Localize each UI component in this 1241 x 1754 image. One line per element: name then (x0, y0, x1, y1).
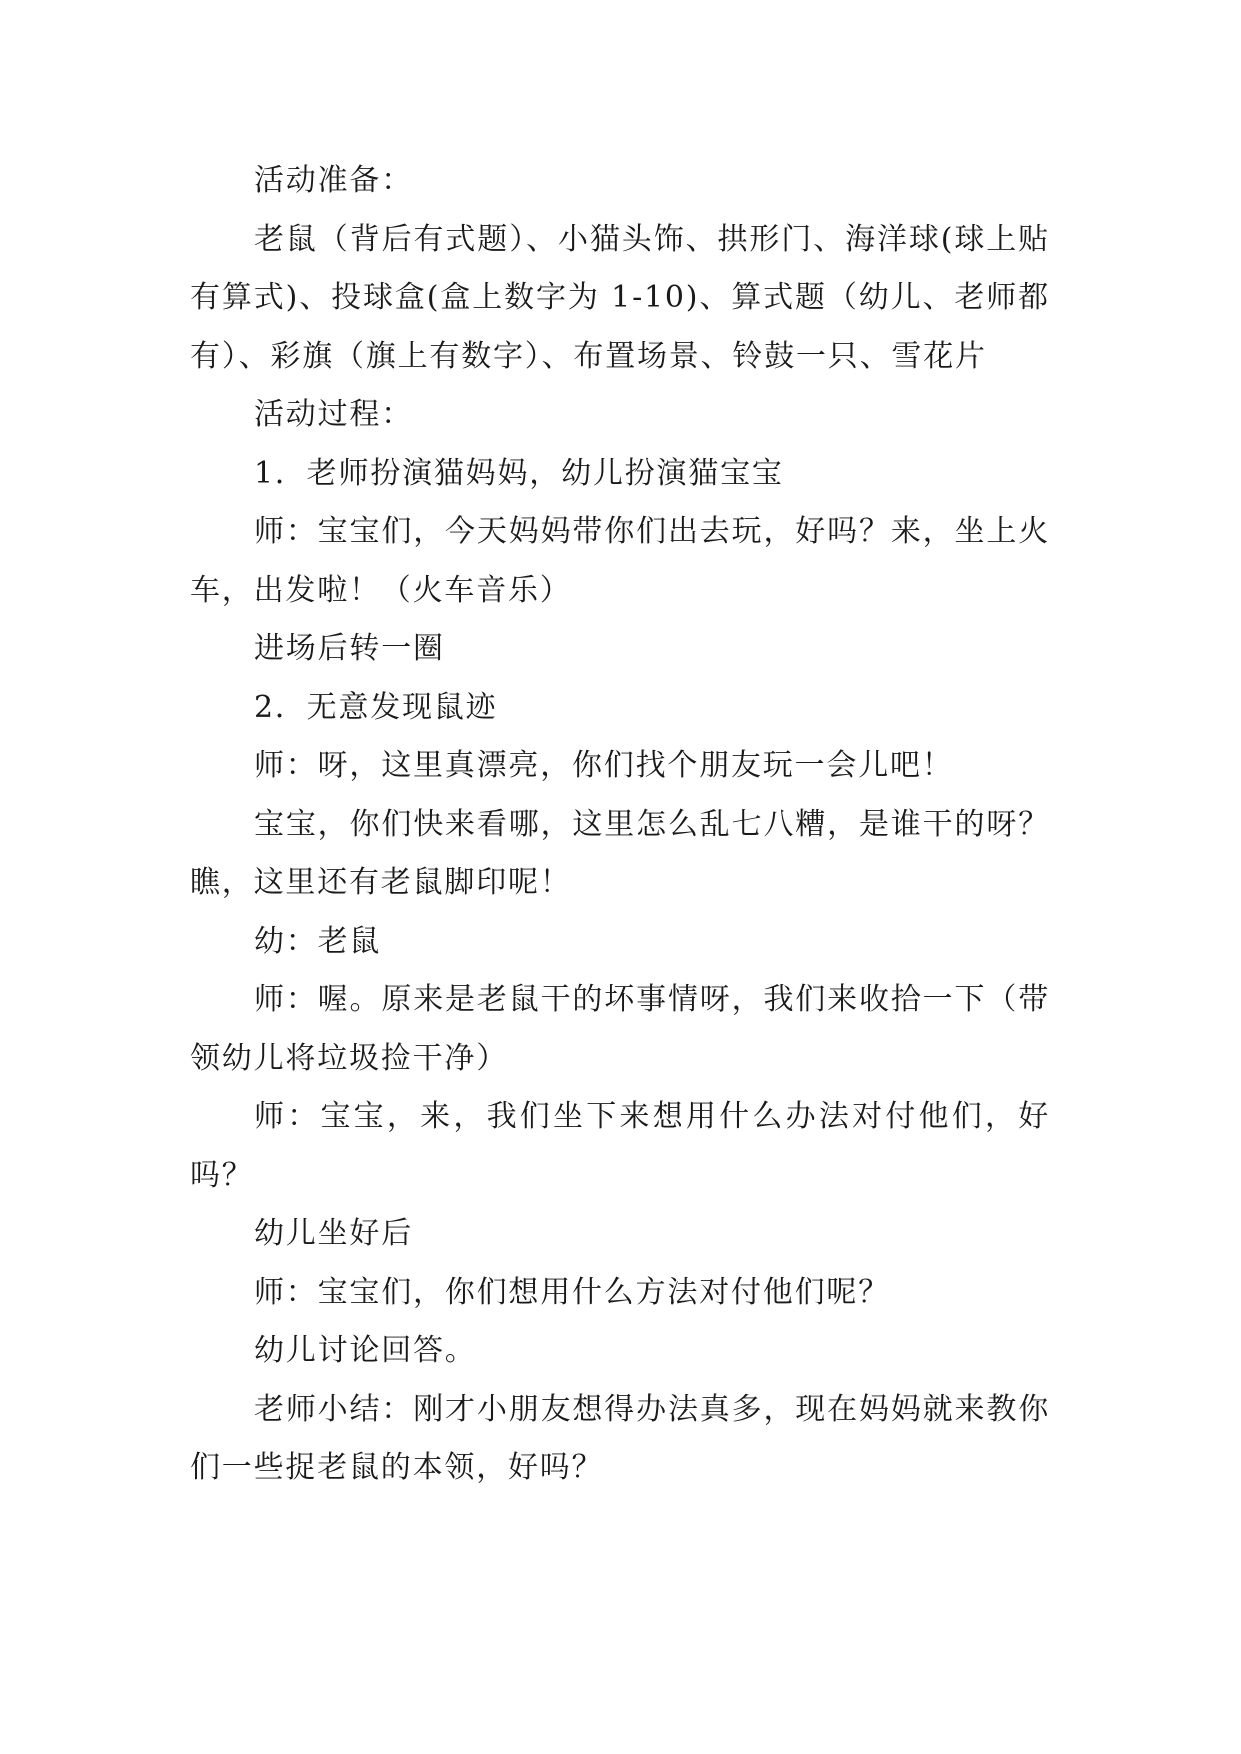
paragraph-process-heading: 活动过程： (254, 397, 413, 432)
paragraph-discuss: 幼儿讨论回答。 (254, 1333, 477, 1368)
paragraph-child-mouse: 幼：老鼠 (254, 923, 382, 959)
paragraph-children-seated: 幼儿坐好后 (254, 1216, 413, 1251)
paragraph-prep-heading: 活动准备： (254, 163, 413, 198)
paragraph-enter-circle: 进场后转一圈 (254, 631, 445, 666)
paragraph-summary: 老师小结：刚才小朋友想得办法真多，现在妈妈就来教你们一些捉老鼠的本领，好吗？ (190, 1391, 1050, 1485)
paragraph-teacher-method: 师：宝宝们，你们想用什么方法对付他们呢？ (254, 1274, 890, 1310)
paragraph-materials: 老鼠（背后有式题）、小猫头饰、拱形门、海洋球(球上贴有算式)、投球盒(盒上数字为 1-10)、算式题（幼儿、老师都有）、彩旗（旗上有数字）、布置场景、铃鼓一只、雪花片 (190, 221, 1050, 374)
paragraph-messy-footprints: 宝宝，你们快来看哪，这里怎么乱七八糟，是谁干的呀？瞧，这里还有老鼠脚印呢！ (190, 806, 1050, 900)
paragraph-teacher-sit: 师：宝宝，来，我们坐下来想用什么办法对付他们，好吗？ (190, 1099, 1050, 1193)
paragraph-step-2: 2．无意发现鼠迹 (254, 689, 498, 725)
paragraph-teacher-pretty: 师：呀，这里真漂亮，你们找个朋友玩一会儿吧！ (254, 748, 954, 783)
document-page (190, 152, 1050, 1498)
paragraph-step-1: 1．老师扮演猫妈妈，幼儿扮演猫宝宝 (254, 455, 784, 491)
paragraph-teacher-cleanup: 师：喔。原来是老鼠干的坏事情呀，我们来收拾一下（带领幼儿将垃圾捡干净） (190, 982, 1050, 1076)
paragraph-teacher-train: 师：宝宝们，今天妈妈带你们出去玩，好吗？来，坐上火车，出发啦！（火车音乐） (190, 514, 1050, 608)
